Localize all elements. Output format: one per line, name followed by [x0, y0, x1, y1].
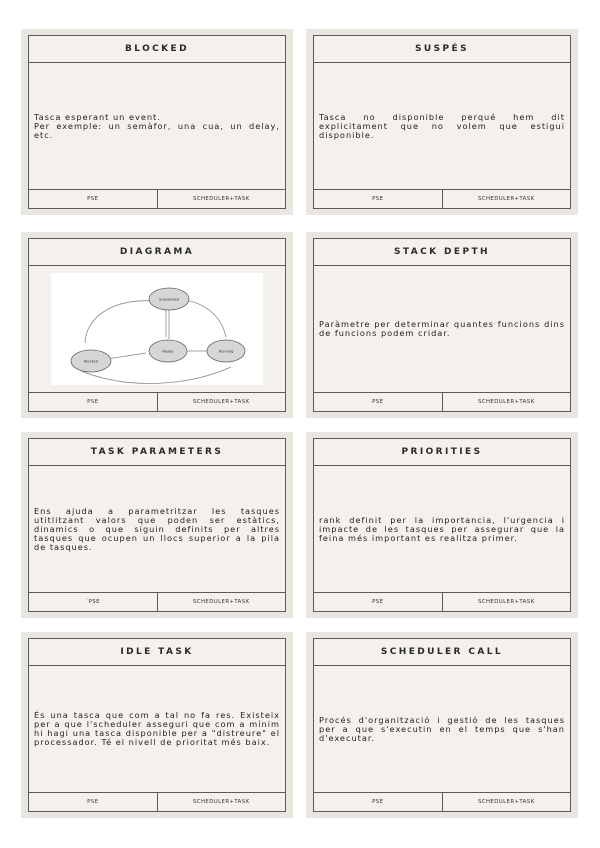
card-task-parameters — [21, 432, 293, 618]
card-footer — [29, 592, 285, 611]
card-title: IDLE TASK — [29, 639, 285, 666]
card-body — [314, 666, 570, 792]
card-blocked — [21, 29, 293, 215]
footer-scheduler: SCHEDULER+TASK — [442, 190, 571, 208]
card-frame — [28, 35, 286, 209]
card-frame — [28, 638, 286, 812]
footer-pse: PSE — [87, 799, 99, 805]
card-title: PRIORITIES — [314, 439, 570, 466]
card-frame — [313, 638, 571, 812]
card-text: Tasca esperant un event. Per exemple: un semàfor, una cua, un delay, etc. — [34, 111, 280, 140]
card-text: Tasca no disponible perqué hem dit explicitament que no volem que estigui disponible. — [319, 111, 565, 140]
footer-pse: PSE — [372, 799, 384, 805]
card-body — [29, 63, 285, 189]
node-label: Suspended — [159, 297, 179, 302]
card-title: SUSPÉS — [314, 36, 570, 63]
card-idle-task — [21, 632, 293, 818]
footer-scheduler: SCHEDULER+TASK — [157, 393, 286, 411]
card-text: rank definit per la importancia, l'urgencia i impacte de les tasques per assegurar que la feina més important es realitza primer. — [319, 514, 565, 543]
card-text: Ens ajuda a parametritzar les tasques utitlitzant valors que poden ser estàtics, dinamics o que siguin definits per altres tasques que ocupen un llocs superior a la pila de tasques. — [34, 505, 280, 552]
card-footer — [314, 392, 570, 411]
card-priorities — [306, 432, 578, 618]
footer-pse: PSE — [87, 399, 99, 405]
card-footer — [314, 792, 570, 811]
footer-pse: PSE — [87, 196, 99, 202]
card-body — [29, 666, 285, 792]
card-suspes — [306, 29, 578, 215]
card-text: Paràmetre per determinar quantes funcions dins de funcions podem cridar. — [319, 319, 565, 338]
node-label: Running — [218, 349, 234, 354]
footer-scheduler: SCHEDULER+TASK — [442, 793, 571, 811]
card-body — [314, 63, 570, 189]
footer-pse: PSE — [372, 599, 384, 605]
card-frame — [28, 438, 286, 612]
diagram-area — [29, 266, 285, 392]
card-body — [29, 466, 285, 592]
card-title: BLOCKED — [29, 36, 285, 63]
card-diagrama — [21, 232, 293, 418]
card-scheduler-call — [306, 632, 578, 818]
footer-pse: PSE — [372, 399, 384, 405]
footer-pse: PSE — [372, 196, 384, 202]
card-frame — [313, 438, 571, 612]
footer-scheduler: SCHEDULER+TASK — [442, 593, 571, 611]
footer-scheduler: SCHEDULER+TASK — [442, 393, 571, 411]
card-title: TASK PARAMETERS — [29, 439, 285, 466]
card-footer — [314, 189, 570, 208]
card-stack-depth — [306, 232, 578, 418]
card-footer — [29, 392, 285, 411]
card-footer — [314, 592, 570, 611]
footer-scheduler: SCHEDULER+TASK — [157, 793, 286, 811]
card-footer — [29, 189, 285, 208]
card-title: DIAGRAMA — [29, 239, 285, 266]
node-label: Blocked — [83, 359, 99, 364]
state-diagram — [51, 273, 263, 385]
card-frame — [313, 238, 571, 412]
card-body — [314, 266, 570, 392]
card-footer — [29, 792, 285, 811]
card-text: Procés d'organització i gestió de les tasques per a que s'executin en el temps que s'han d'executar. — [319, 714, 565, 743]
node-label: Ready — [162, 349, 174, 354]
footer-scheduler: SCHEDULER+TASK — [157, 593, 286, 611]
card-body — [314, 466, 570, 592]
footer-scheduler: SCHEDULER+TASK — [157, 190, 286, 208]
card-frame — [28, 238, 286, 412]
card-text: És una tasca que com a tal no fa res. Existeix per a que l'scheduler asseguri que com a mínim hi hagi una tasca disponible per a "distreure" el processador. Té el nivell de prioritat més baix. — [34, 710, 280, 747]
footer-pse: `PSE — [85, 599, 100, 605]
card-title: SCHEDULER CALL — [314, 639, 570, 666]
card-frame — [313, 35, 571, 209]
card-title: STACK DEPTH — [314, 239, 570, 266]
